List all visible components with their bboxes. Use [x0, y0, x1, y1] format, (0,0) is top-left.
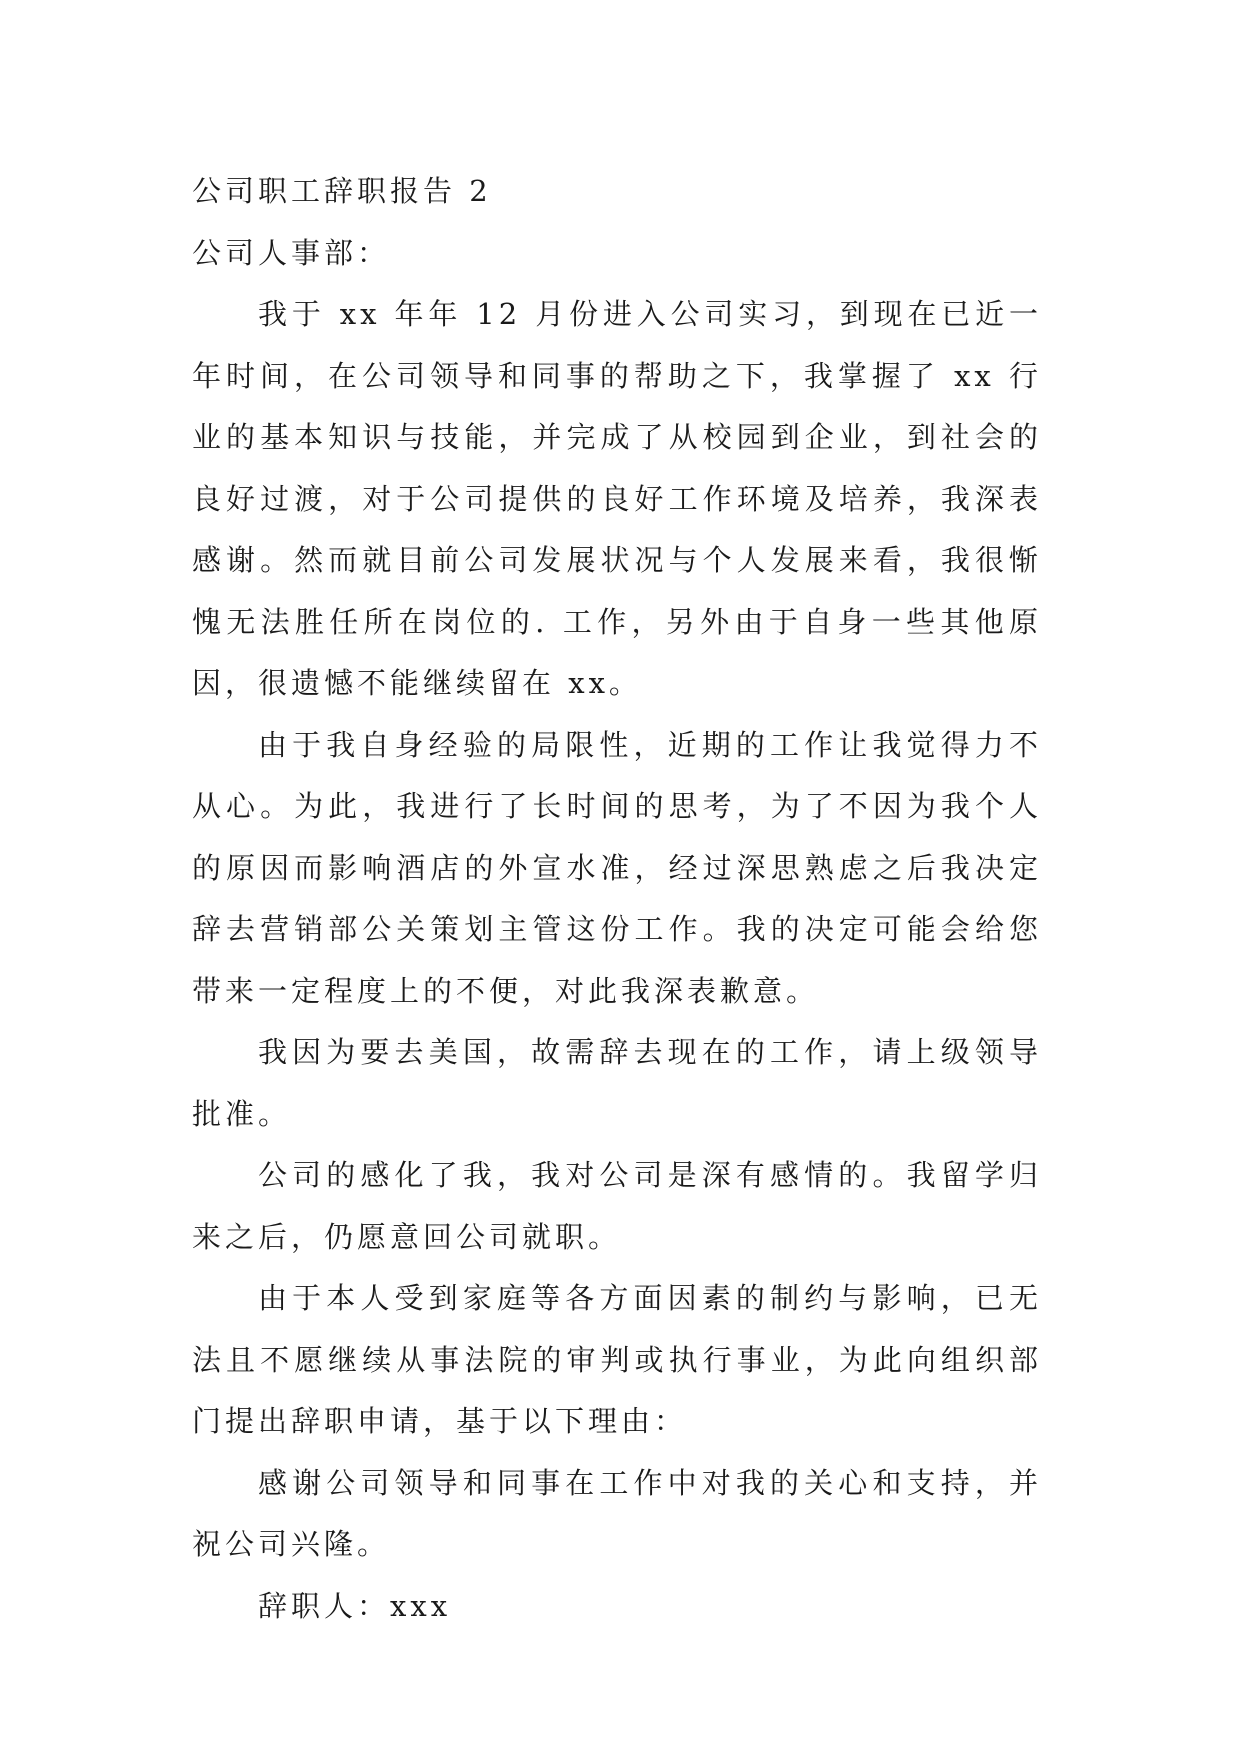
paragraph-1: 我于 xx 年年 12 月份进入公司实习，到现在已近一年时间，在公司领导和同事的帮助之下，我掌握了 xx 行业的基本知识与技能，并完成了从校园到企业，到社会的良好过渡，对于公司提供的良好工作环境及培养，我深表感谢。然而就目前公司发展状况与个人发展来看，我很惭愧无法胜任所在岗位的. 工作，另外由于自身一些其他原因，很遗憾不能继续留在 xx。 [192, 297, 1042, 700]
paragraph-2: 由于我自身经验的局限性，近期的工作让我觉得力不从心。为此，我进行了长时间的思考，为了不因为我个人的原因而影响酒店的外宣水准，经过深思熟虑之后我决定辞去营销部公关策划主管这份工作。我的决定可能会给您带来一定程度上的不便，对此我深表歉意。 [192, 727, 1042, 1008]
salutation: 公司人事部： [192, 235, 391, 270]
document-body [192, 161, 1042, 1637]
signature-line: 辞职人：xxx [258, 1588, 452, 1623]
paragraph-6: 感谢公司领导和同事在工作中对我的关心和支持，并祝公司兴隆。 [192, 1465, 1042, 1561]
document-title: 公司职工辞职报告 2 [192, 174, 492, 208]
paragraph-3: 我因为要去美国，故需辞去现在的工作，请上级领导批准。 [192, 1035, 1042, 1131]
paragraph-4: 公司的感化了我，我对公司是深有感情的。我留学归来之后，仍愿意回公司就职。 [192, 1158, 1042, 1254]
paragraph-5: 由于本人受到家庭等各方面因素的制约与影响，已无法且不愿继续从事法院的审判或执行事业，为此向组织部门提出辞职申请，基于以下理由： [192, 1281, 1042, 1438]
